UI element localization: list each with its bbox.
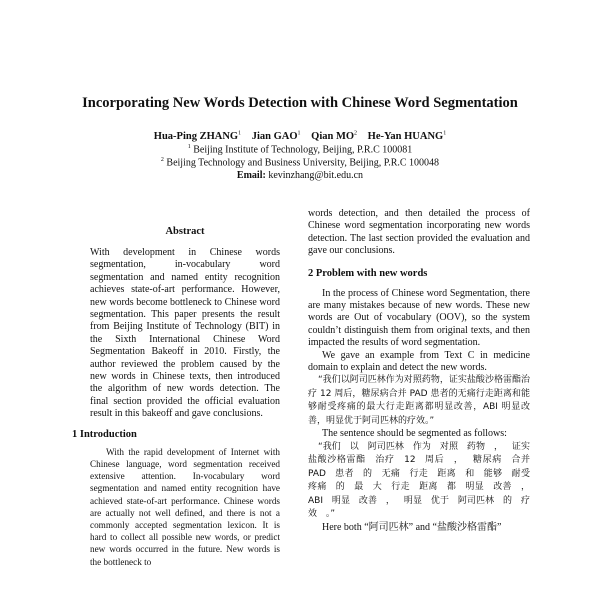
section-1-heading: 1 Introduction [72, 428, 137, 440]
author: He-Yan HUANG$^1$ [367, 130, 447, 142]
section-2-trailing-line: Here both “阿司匹林” and “盐酸沙格雷酯” [322, 522, 502, 534]
author: Jian GAO$^1$ [251, 130, 301, 142]
affiliation-1: $^1$ Beijing Institute of Technology, Beijing, P.R.C 100081 [187, 144, 413, 156]
abstract-text: With development in Chinese words segmentation, in-vocabulary word segmentation and named entity recognition achieves state-of-art performance. However, new words become bottleneck to Chinese word segmentation. This paper presents the result from Beijing Institute of Technology (BIT) in the Sixth International Chinese Word Segmentation Bakeoff in 2010. Firstly, the author reviewed the problem caused by the new words in Chinese texts, then introduced the algorithm of new words detection. The final section provided the official evaluation result in this bakeoff and gave conclusions. [90, 247, 280, 420]
section-2-heading: 2 Problem with new words [308, 267, 428, 279]
email-line: Email: kevinzhang@bit.edu.cn [236, 170, 364, 181]
author: Qian $MO^2$ [311, 130, 358, 142]
abstract-heading: Abstract [165, 226, 205, 237]
left-column [72, 226, 280, 568]
chinese-segmented-sentence: “我们 以 阿司匹林 作为 对照 药物 ， 证实 盐酸沙格雷酯 治疗 12 周后 ， 糖尿病 合并 PAD 患者 的 无痛 行走 距离 和 能够 耐受 疼痛 的 最 大 行走 距离 都 明显 改善 ， ABI 明显 改善 ， 明显 优于 阿司匹林 的 疗效 。” [308, 441, 530, 520]
section-2-paragraph-1: In the process of Chinese word Segmentation, there are many mistakes because of new words. These new words are Out of vocabulary (OOV), so the system couldn’t distinguish them from original texts, and then impacted the results of word segmentation. [308, 287, 530, 349]
section-2-paragraph-2: We gave an example from Text C in medicine domain to explain and detect the new words. [308, 349, 530, 374]
chinese-example-sentence: “我们以阿司匹林作为对照药物，证实盐酸沙格雷酯治疗 12 周后，糖尿病合并 PAD 患者的无痛行走距离和能够耐受疼痛的最大行走距离都明显改善，ABI 明显改善，明显优于阿司匹林的疗效。” [308, 375, 530, 426]
affiliation-2: $^2$ Beijing Technology and Business University, Beijing, P.R.C 100048 [160, 157, 440, 169]
segmentation-intro: The sentence should be segmented as follows: [322, 428, 507, 440]
paper-title: Incorporating New Words Detection with Chinese Word Segmentation [82, 95, 518, 111]
author-list [0, 130, 600, 142]
introduction-text: With the rapid development of Internet with Chinese language, word segmentation received extensive attention. In-vocabulary word segmentation and named entity recognition have achieved state-of-art performance. Chinese words are actually not well defined, and there is not a commonly accepted segmentation lexicon. It is hard to collect all possible new words, or predict new words occurred in the future. New words is the bottleneck to [90, 446, 280, 567]
author: Hua-Ping ZHANG$^1$ [153, 130, 242, 142]
right-column [308, 208, 530, 534]
intro-continuation-text: words detection, and then detailed the process of Chinese word segmentation incorporating new words detection. The last section provided the evaluation and gave our conclusions. [308, 208, 530, 257]
